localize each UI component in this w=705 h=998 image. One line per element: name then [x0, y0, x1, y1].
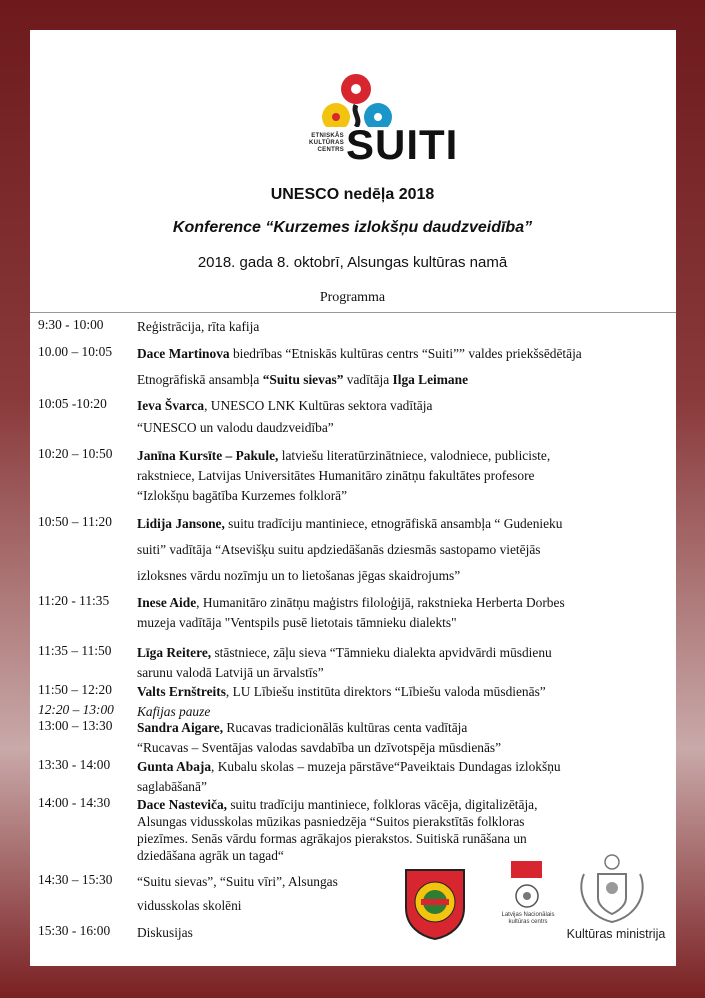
schedule-line	[137, 317, 657, 337]
line-text: latviešu literatūrzinātniece, valodniece, publiciste,	[278, 448, 551, 463]
line-text: Kafijas pauze	[137, 704, 211, 719]
suiti-logo	[306, 47, 459, 169]
line-text: , Humanitāro zinātņu maģistrs filoloģijā, rakstnieka Herberta Dorbes	[196, 595, 565, 610]
logo-suiti-text: SUITI	[346, 121, 459, 168]
line-text: Etnogrāfiskā ansambļa	[137, 372, 263, 387]
schedule-line	[137, 613, 657, 633]
schedule-line	[137, 344, 657, 364]
line-text: piezīmes. Senās vārdu formas agrākajos pierakstos. Suitiskā runāšana un	[137, 831, 527, 846]
page-title: UNESCO nedēļa 2018	[270, 186, 435, 203]
line-text: dziedāšana agrāk un tagad“	[137, 848, 284, 863]
line-text: “Izlokšņu bagātība Kurzemes folklorā”	[137, 488, 348, 503]
speaker-name: Dace Martinova	[137, 346, 230, 361]
divider	[30, 312, 676, 313]
speaker-name: Dace Nastevičа,	[137, 797, 227, 812]
speaker-name: Līga Reitere,	[137, 645, 212, 660]
schedule-line	[137, 718, 657, 738]
speaker-name: Ilga Leimane	[392, 372, 469, 387]
schedule-time: 11:20 - 11:35	[38, 593, 110, 608]
schedule-time: 13:00 – 13:30	[38, 718, 113, 733]
schedule-time: 10.00 – 10:05	[38, 344, 113, 359]
line-text: “Suitu sievas”, “Suitu vīri”, Alsungas	[137, 874, 338, 889]
line-text: suiti” vadītāja “Atsevišķu suitu apdziedāšanās dziesmās sastopamo vietējās	[137, 542, 541, 557]
lnkc-label: Latvijas Nacionālais kultūras centrs	[501, 912, 555, 925]
line-text: Diskusijas	[137, 925, 193, 940]
speaker-name: Gunta Abaja	[137, 759, 212, 774]
schedule-line	[137, 418, 657, 438]
schedule-time: 14:00 - 14:30	[38, 795, 111, 810]
lnkc-flag-icon	[511, 861, 542, 878]
line-text: “UNESCO un valodu daudzveidība”	[137, 420, 334, 435]
schedule-line	[137, 593, 657, 613]
schedule-line	[137, 540, 657, 560]
schedule-line	[137, 777, 657, 797]
schedule-line	[137, 466, 657, 486]
line-text: “Rucavas – Sventājas valodas savdabība un dzīvotspēja mūsdienās”	[137, 740, 502, 755]
line-text: sarunu valodā Latvijā un ārvalstīs”	[137, 665, 324, 680]
date-place: 2018. gada 8. oktobrī, Alsungas kultūras namā	[197, 254, 508, 271]
line-text: Rucavas tradicionālās kultūras centa vadītāja	[223, 720, 468, 735]
coat-of-arms-icon	[404, 868, 466, 940]
flower-icon	[306, 47, 430, 127]
schedule-time: 11:50 – 12:20	[38, 682, 112, 697]
schedule-time: 15:30 - 16:00	[38, 923, 111, 938]
schedule-time: 10:05 -10:20	[38, 396, 107, 411]
line-text: saglabāšanā”	[137, 779, 207, 794]
lnkc-emblem-icon	[514, 882, 540, 910]
conference-title: Konference “Kurzemes izlokšņu daudzveidība”	[172, 219, 533, 236]
speaker-name: Sandra Aigare,	[137, 720, 224, 735]
line-text: vadītāja	[343, 372, 393, 387]
line-text: muzeja vadītāja "Ventspils pusē lietotais tāmnieku dialekts"	[137, 615, 457, 630]
schedule-line	[137, 370, 657, 390]
schedule-line	[137, 757, 657, 777]
line-text: , UNESCO LNK Kultūras sektora vadītāja	[204, 398, 433, 413]
schedule-time: 13:30 - 14:00	[38, 757, 111, 772]
schedule-line	[137, 396, 657, 416]
schedule-time: 14:30 – 15:30	[38, 872, 113, 887]
speaker-name: Janīna Kursīte – Pakule,	[137, 448, 279, 463]
schedule-line	[137, 682, 657, 702]
line-text: izloksnes vārdu nozīmju un to lietošanas jēgas skaidrojums”	[137, 568, 461, 583]
schedule-time: 9:30 - 10:00	[38, 317, 104, 332]
speaker-name: Lidija Jansone,	[137, 516, 225, 531]
speaker-name: “Suitu sievas”	[262, 372, 344, 387]
line-text: rakstniece, Latvijas Universitātes Humanitāro zinātņu fakultātes profesore	[137, 468, 535, 483]
schedule-line	[137, 566, 657, 586]
line-text: suitu tradīciju mantiniece, folkloras vācēja, digitalizētāja,	[226, 797, 538, 812]
line-text: Reģistrācija, rīta kafija	[137, 319, 260, 334]
logo-small-text: ETNISKĀS KULTŪRAS CENTRS	[309, 133, 344, 153]
speaker-name: Valts Ernštreits	[137, 684, 226, 699]
speaker-name: Inese Aide	[137, 595, 197, 610]
state-emblem-icon	[576, 852, 648, 924]
schedule-time: 10:20 – 10:50	[38, 446, 113, 461]
line-text: suitu tradīciju mantiniece, etnogrāfiskā ansambļa “ Gudenieku	[224, 516, 563, 531]
line-text: stāstniece, zāļu sieva “Tāmnieku dialekta apvidvārdi mūsdienu	[211, 645, 552, 660]
ministry-label: Kultūras ministrija	[566, 927, 666, 941]
schedule-line	[137, 446, 657, 466]
schedule-line	[137, 738, 657, 758]
line-text: Alsungas vidusskolas mūzikas pasniedzēja “Suitos pierakstītās folkloras	[137, 814, 525, 829]
line-text: , Kubalu skolas – muzeja pārstāve“Paveiktais Dundagas izlokšņu	[211, 759, 561, 774]
line-text: biedrības “Etniskās kultūras centrs “Suiti”” valdes priekšsēdētāja	[229, 346, 582, 361]
speaker-name: Ieva Švarca	[137, 398, 205, 413]
program-label: Programma	[319, 290, 386, 305]
line-text: vidusskolas skolēni	[137, 898, 242, 913]
schedule-line	[137, 486, 657, 506]
schedule-line	[137, 514, 657, 534]
schedule-line	[137, 663, 657, 683]
schedule-time: 12:20 – 13:00	[38, 702, 114, 717]
schedule-time: 10:50 – 11:20	[38, 514, 112, 529]
schedule-line	[137, 643, 657, 663]
line-text: , LU Lībiešu institūta direktors “Lībiešu valoda mūsdienās”	[225, 684, 546, 699]
schedule-time: 11:35 – 11:50	[38, 643, 112, 658]
